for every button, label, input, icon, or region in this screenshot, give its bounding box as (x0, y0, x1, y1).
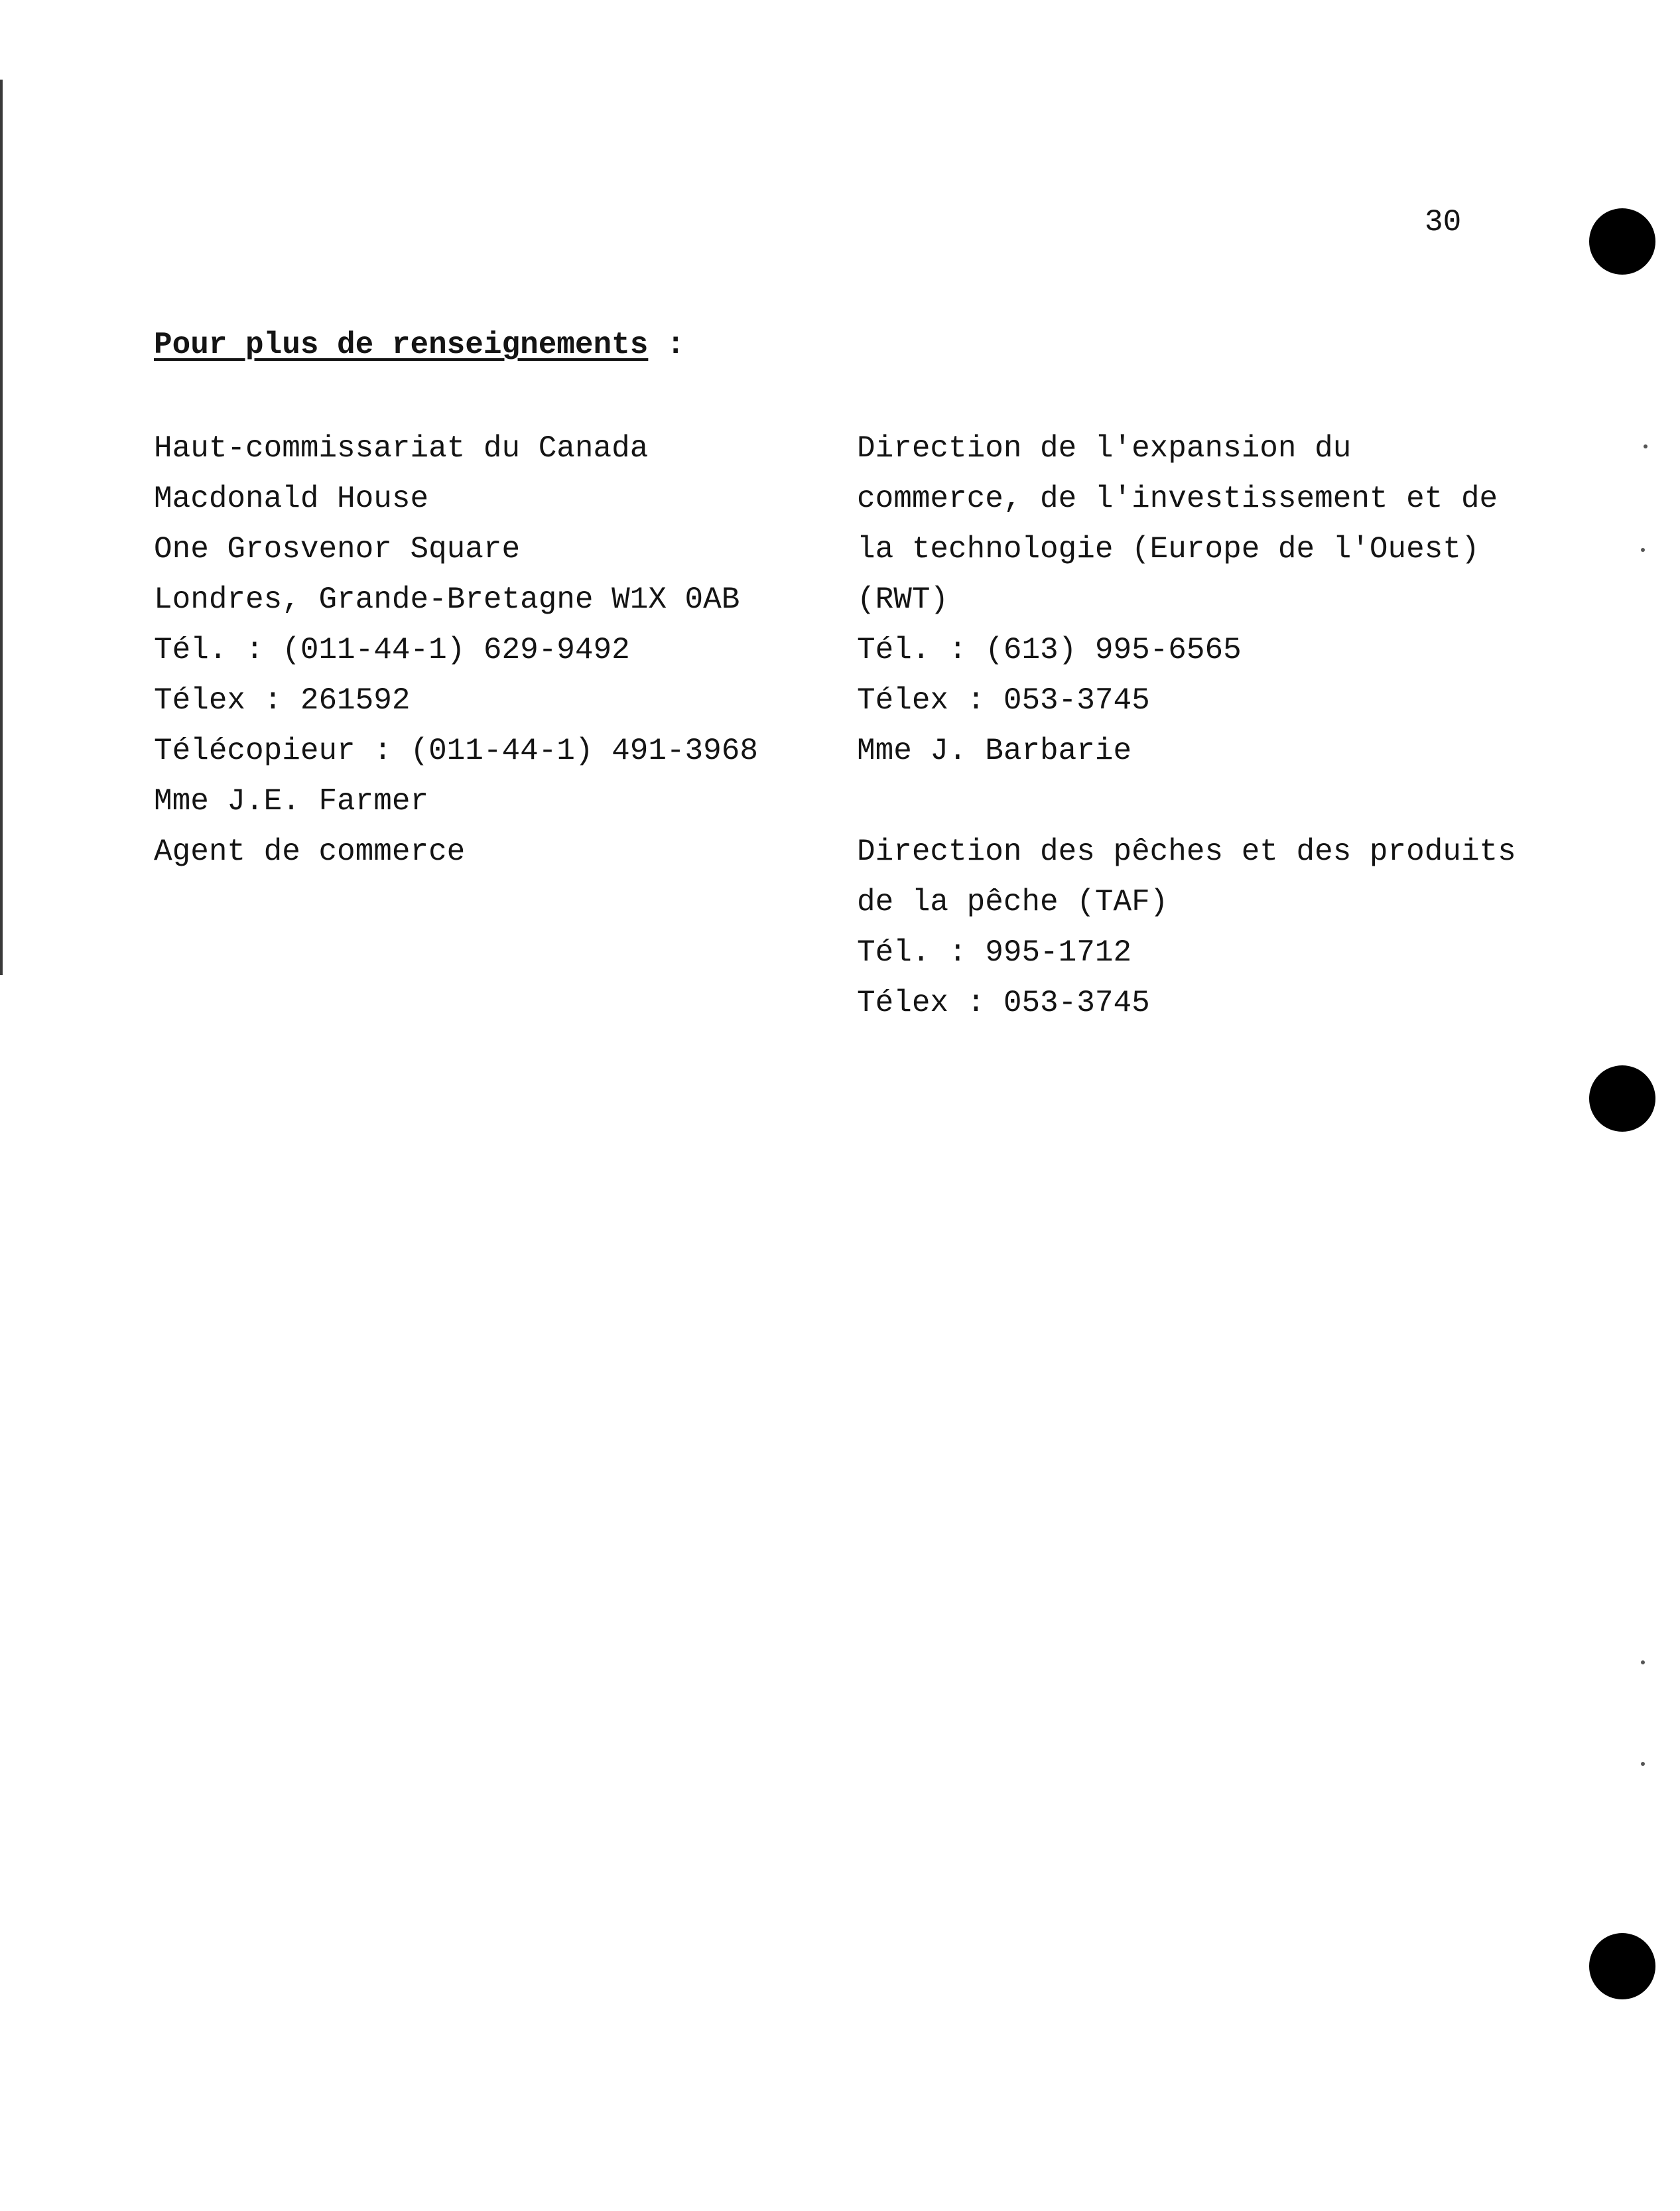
page-edge (0, 80, 3, 975)
right-contact-column (857, 423, 1516, 1028)
contact-line-organization: Haut-commissariat du Canada (154, 431, 649, 466)
contact-line-fax: Télécopieur : (011-44-1) 491-3968 (154, 734, 758, 768)
scan-speck (1641, 1762, 1645, 1766)
taf-line-1: Direction des pêches et des produits (857, 835, 1516, 869)
heading-text: Pour plus de renseignements (154, 328, 649, 362)
rwt-telex: Télex : 053-3745 (857, 683, 1150, 718)
contact-line-phone: Tél. : (011-44-1) 629-9492 (154, 633, 630, 667)
rwt-line-1: Direction de l'expansion du (857, 431, 1352, 466)
rwt-line-2: commerce, de l'investissement et de (857, 482, 1498, 516)
taf-line-2: de la pêche (TAF) (857, 885, 1169, 919)
rwt-person: Mme J. Barbarie (857, 734, 1132, 768)
punch-hole-middle (1589, 1065, 1655, 1132)
scan-speck (1641, 1660, 1645, 1664)
contact-line-title: Agent de commerce (154, 835, 466, 869)
contact-line-city: Londres, Grande-Bretagne W1X 0AB (154, 582, 740, 617)
contact-line-street: One Grosvenor Square (154, 532, 521, 567)
rwt-phone: Tél. : (613) 995-6565 (857, 633, 1242, 667)
punch-hole-bottom (1589, 1933, 1655, 1999)
page-number: 30 (1425, 205, 1462, 239)
left-contact-block (154, 423, 758, 877)
rwt-line-4: (RWT) (857, 582, 949, 617)
contact-line-building: Macdonald House (154, 482, 429, 516)
heading-colon: : (648, 328, 685, 362)
scan-speck (1644, 444, 1648, 448)
block-spacer (857, 776, 1516, 827)
contact-line-person: Mme J.E. Farmer (154, 784, 429, 819)
punch-hole-top (1589, 208, 1655, 275)
section-heading (154, 325, 685, 365)
contact-line-telex: Télex : 261592 (154, 683, 411, 718)
taf-telex: Télex : 053-3745 (857, 986, 1150, 1020)
scan-speck (1641, 548, 1645, 552)
rwt-line-3: la technologie (Europe de l'Ouest) (857, 532, 1480, 567)
taf-phone: Tél. : 995-1712 (857, 935, 1132, 970)
